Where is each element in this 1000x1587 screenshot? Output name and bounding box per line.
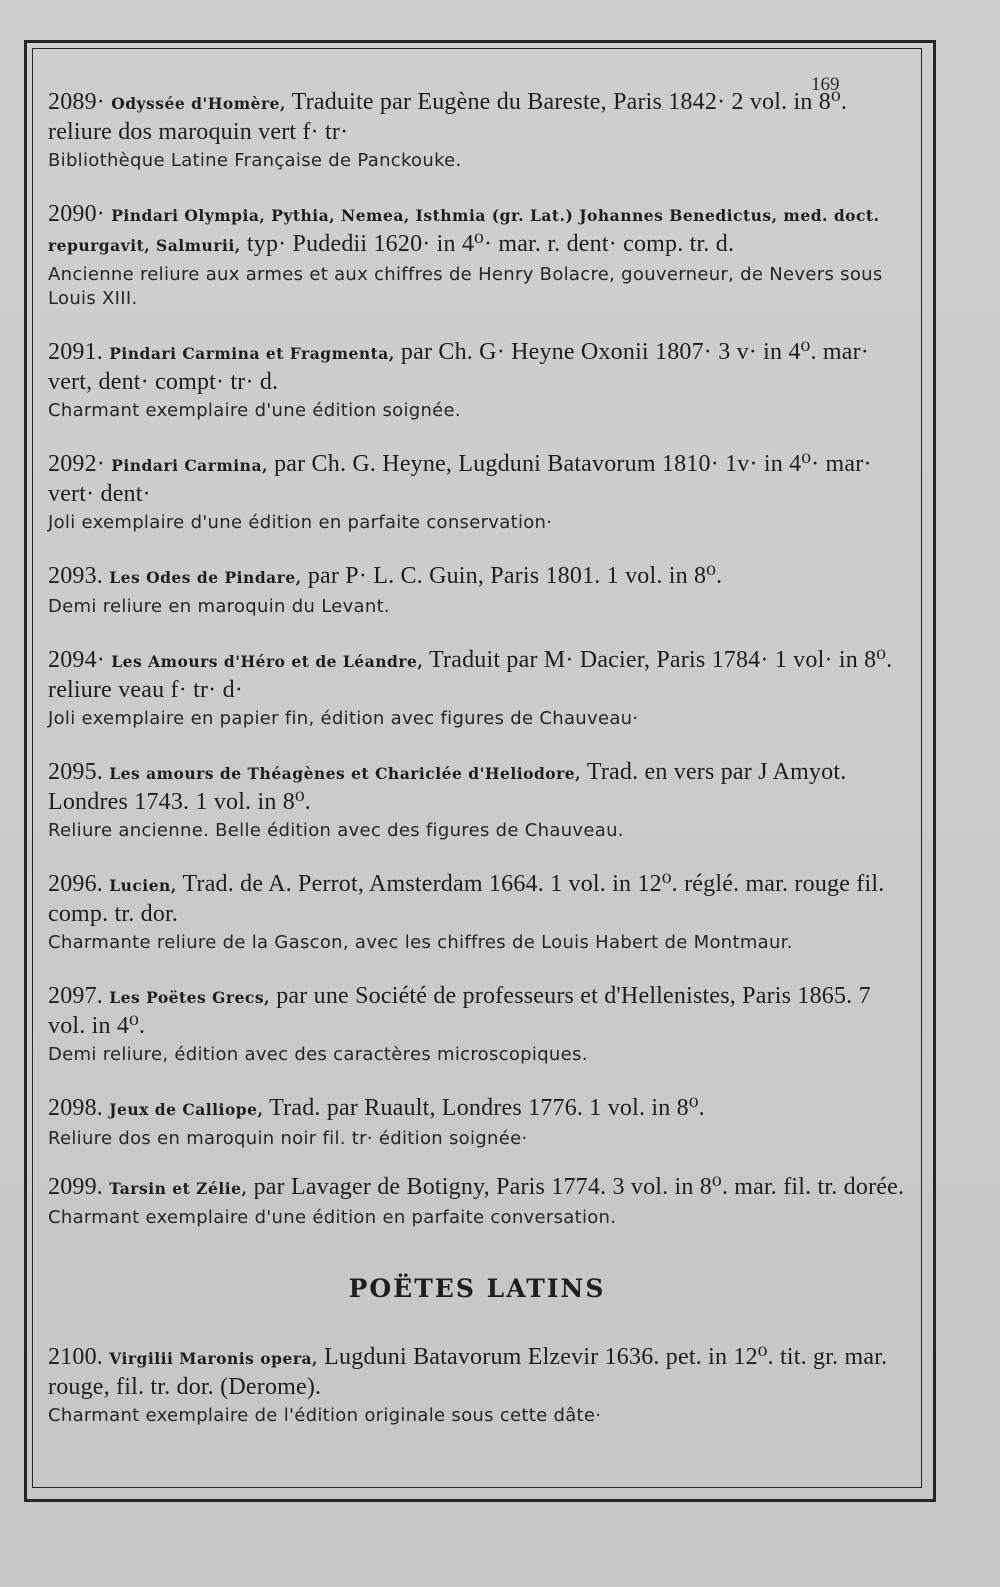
entry-note: Charmant exemplaire de l'édition originale sous cette dâte·: [48, 1405, 602, 1426]
entry-note: Demi reliure, édition avec des caractères microscopiques.: [48, 1044, 588, 1065]
page-number: 169: [811, 74, 840, 95]
catalog-entry: [48, 88, 906, 173]
entry-number: 2093.: [48, 563, 103, 589]
section-heading: POËTES LATINS: [348, 1274, 606, 1303]
catalog-entry: [48, 870, 906, 955]
entry-text: Traduit par M· Dacier, Paris 1784· 1 vol· in 8⁰. reliure veau f· tr· d·: [48, 647, 893, 703]
entry-main: [48, 88, 906, 146]
entry-title: Les Amours d'Héro et de Léandre,: [111, 652, 424, 671]
entry-number: 2100.: [48, 1344, 103, 1370]
catalog-entry: [48, 200, 906, 311]
entry-note: Charmant exemplaire d'une édition soignée.: [48, 400, 461, 421]
catalog-entry: [48, 562, 906, 619]
entry-title: Les Odes de Pindare,: [109, 568, 302, 587]
entry-number: 2099.: [48, 1174, 103, 1200]
entry-text: par Ch. G· Heyne Oxonii 1807· 3 v· in 4⁰. mar· vert, dent· compt· tr· d.: [48, 339, 869, 395]
entry-number: 2091.: [48, 339, 103, 365]
entry-main: [48, 1343, 906, 1401]
entry-number: 2089·: [48, 89, 105, 115]
entry-main: [48, 200, 906, 260]
entry-text: typ· Pudedii 1620· in 4⁰· mar. r. dent· comp. tr. d.: [240, 231, 735, 257]
entry-title: Pindari Carmina et Fragmenta,: [109, 344, 395, 363]
entry-main: [48, 870, 906, 928]
entry-title: Pindari Olympia, Pythia, Nemea, Isthmia (gr. Lat.) Johannes Benedictus, med. doct. repurgavit, Salmurii,: [48, 206, 880, 255]
entry-main: [48, 982, 906, 1040]
catalog-entry: [48, 982, 906, 1067]
entry-text: par Ch. G. Heyne, Lugduni Batavorum 1810· 1v· in 4⁰· mar· vert· dent·: [48, 451, 872, 507]
entry-note: Reliure dos en maroquin noir fil. tr· édition soignée·: [48, 1128, 528, 1149]
entry-title: Tarsin et Zélie,: [109, 1179, 248, 1198]
entry-number: 2096.: [48, 871, 103, 897]
catalog-entry: [48, 1343, 906, 1428]
entry-note: Charmant exemplaire d'une édition en parfaite conversation.: [48, 1207, 617, 1228]
entry-number: 2092·: [48, 451, 105, 477]
entry-main: [48, 646, 906, 704]
catalog-entry: [48, 646, 906, 731]
entry-note: Demi reliure en maroquin du Levant.: [48, 596, 390, 617]
entry-number: 2095.: [48, 759, 103, 785]
catalog-entry: [48, 338, 906, 423]
entry-text: Lugduni Batavorum Elzevir 1636. pet. in 12⁰. tit. gr. mar. rouge, fil. tr. dor. (Derome).: [48, 1344, 888, 1400]
entry-text: par P· L. C. Guin, Paris 1801. 1 vol. in 8⁰.: [301, 563, 723, 589]
entry-main: [48, 758, 906, 816]
entry-note: Joli exemplaire en papier fin, édition avec figures de Chauveau·: [48, 708, 639, 729]
entry-note: Reliure ancienne. Belle édition avec des figures de Chauveau.: [48, 820, 624, 841]
entry-text: Trad. par Ruault, Londres 1776. 1 vol. in 8⁰.: [263, 1095, 705, 1121]
entry-note: Ancienne reliure aux armes et aux chiffres de Henry Bolacre, gouverneur, de Nevers sous Louis XIII.: [48, 264, 883, 309]
entry-text: Trad. en vers par J Amyot. Londres 1743. 1 vol. in 8⁰.: [48, 759, 847, 815]
entry-main: [48, 1094, 906, 1124]
entry-title: Odyssée d'Homère,: [111, 94, 286, 113]
entries-list: [48, 88, 906, 1455]
entry-number: 2094·: [48, 647, 105, 673]
entry-text: par une Société de professeurs et d'Hellenistes, Paris 1865. 7 vol. in 4⁰.: [48, 983, 871, 1039]
catalog-entry: [48, 1173, 906, 1230]
entry-title: Lucien,: [109, 876, 177, 895]
entry-title: Pindari Carmina,: [111, 456, 268, 475]
entry-note: Bibliothèque Latine Française de Panckouke.: [48, 150, 462, 171]
entry-title: Les amours de Théagènes et Chariclée d'Heliodore,: [109, 764, 582, 783]
entry-text: Trad. de A. Perrot, Amsterdam 1664. 1 vol. in 12⁰. réglé. mar. rouge fil. comp. tr. dor.: [48, 871, 885, 927]
entry-title: Virgilii Maronis opera,: [109, 1349, 318, 1368]
entry-title: Les Poëtes Grecs,: [109, 988, 270, 1007]
entry-number: 2097.: [48, 983, 103, 1009]
entry-note: Charmante reliure de la Gascon, avec les chiffres de Louis Habert de Montmaur.: [48, 932, 793, 953]
catalog-entry: [48, 450, 906, 535]
entry-number: 2090·: [48, 201, 105, 227]
entry-main: [48, 1173, 906, 1203]
catalog-entry: [48, 758, 906, 843]
entry-title: Jeux de Calliope,: [109, 1100, 264, 1119]
entry-note: Joli exemplaire d'une édition en parfaite conservation·: [48, 512, 553, 533]
entry-text: par Lavager de Botigny, Paris 1774. 3 vol. in 8⁰. mar. fil. tr. dorée.: [247, 1174, 905, 1200]
entry-text: Traduite par Eugène du Bareste, Paris 1842· 2 vol. in 8⁰. reliure dos maroquin vert f· tr·: [48, 89, 848, 145]
entry-number: 2098.: [48, 1095, 103, 1121]
catalog-entry: [48, 1094, 906, 1151]
entry-main: [48, 562, 906, 592]
entry-main: [48, 450, 906, 508]
entry-main: [48, 338, 906, 396]
